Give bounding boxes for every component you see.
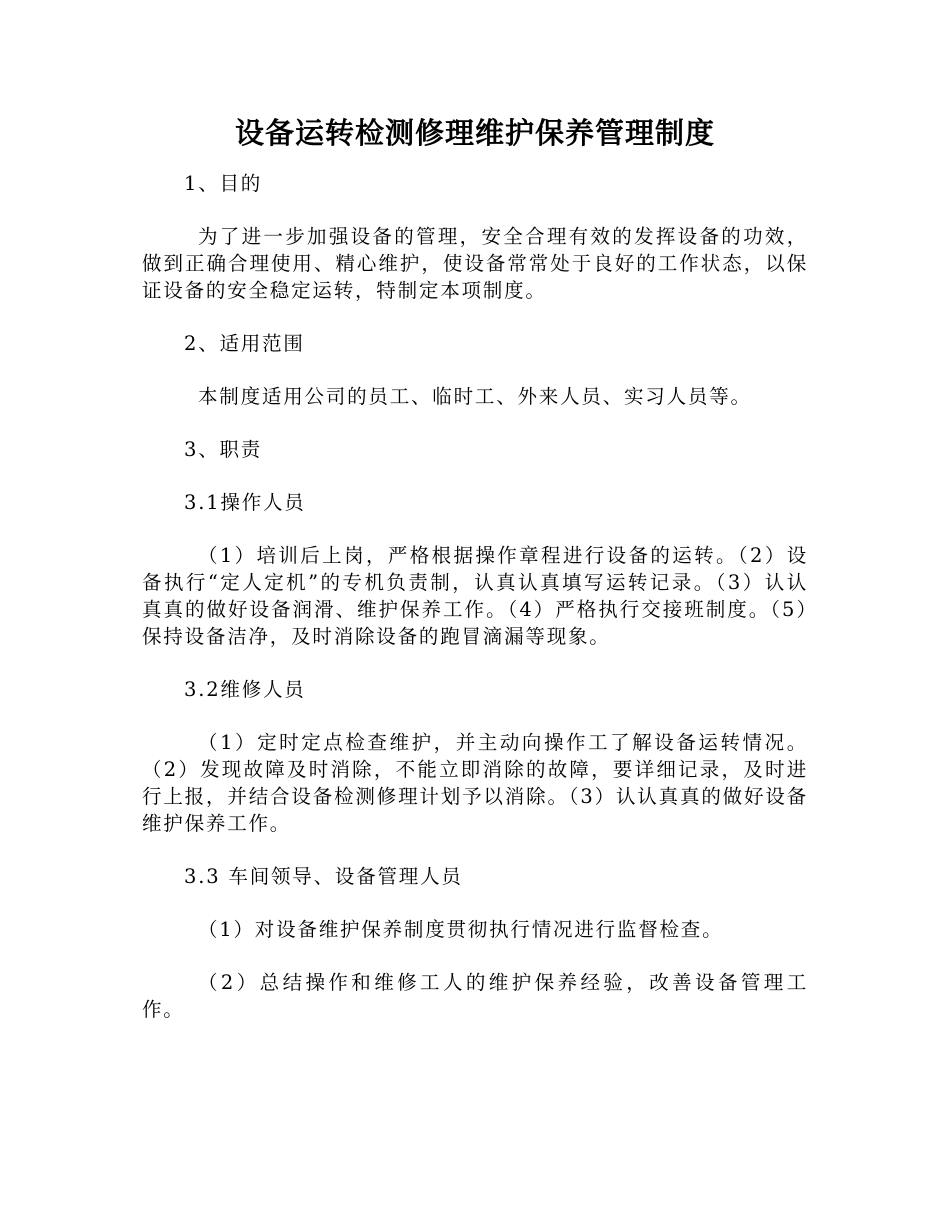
paragraph-manager-1: （1）对设备维护保养制度贯彻执行情况进行监督检查。 bbox=[198, 918, 724, 941]
paragraph-purpose: 为了进一步加强设备的管理，安全合理有效的发挥设备的功效，做到正确合理使用、精心维护，使设备常常处于良好的工作状态，以保证设备的安全稳定运转，特制定本项制度。 bbox=[142, 225, 808, 302]
document-title: 设备运转检测修理维护保养管理制度 bbox=[234, 116, 715, 150]
paragraph-maintainer: （1）定时定点检查维护，并主动向操作工了解设备运转情况。（2）发现故障及时消除，不能立即消除的故障，要详细记录，及时进行上报，并结合设备检测修理计划予以消除。（3）认认真真的做好设备维护保养工作。 bbox=[142, 731, 808, 835]
section-heading-scope: 2、适用范围 bbox=[184, 332, 305, 355]
section-heading-purpose: 1、目的 bbox=[184, 172, 263, 195]
subsection-heading-maintainer: 3.2维修人员 bbox=[184, 678, 306, 701]
paragraph-operator: （1）培训后上岗，严格根据操作章程进行设备的运转。（2）设备执行“定人定机”的专机负责制，认真认真填写运转记录。（3）认认真真的做好设备润滑、维护保养工作。（4）严格执行交接班制度。（5）保持设备洁净，及时消除设备的跑冒滴漏等现象。 bbox=[142, 544, 808, 648]
section-heading-duty: 3、职责 bbox=[184, 438, 263, 461]
paragraph-scope: 本制度适用公司的员工、临时工、外来人员、实习人员等。 bbox=[198, 385, 752, 408]
subsection-heading-manager: 3.3 车间领导、设备管理人员 bbox=[184, 865, 463, 888]
paragraph-manager-2: （2）总结操作和维修工人的维护保养经验，改善设备管理工作。 bbox=[142, 971, 808, 1021]
subsection-heading-operator: 3.1操作人员 bbox=[184, 491, 306, 514]
document-body bbox=[142, 170, 808, 1049]
